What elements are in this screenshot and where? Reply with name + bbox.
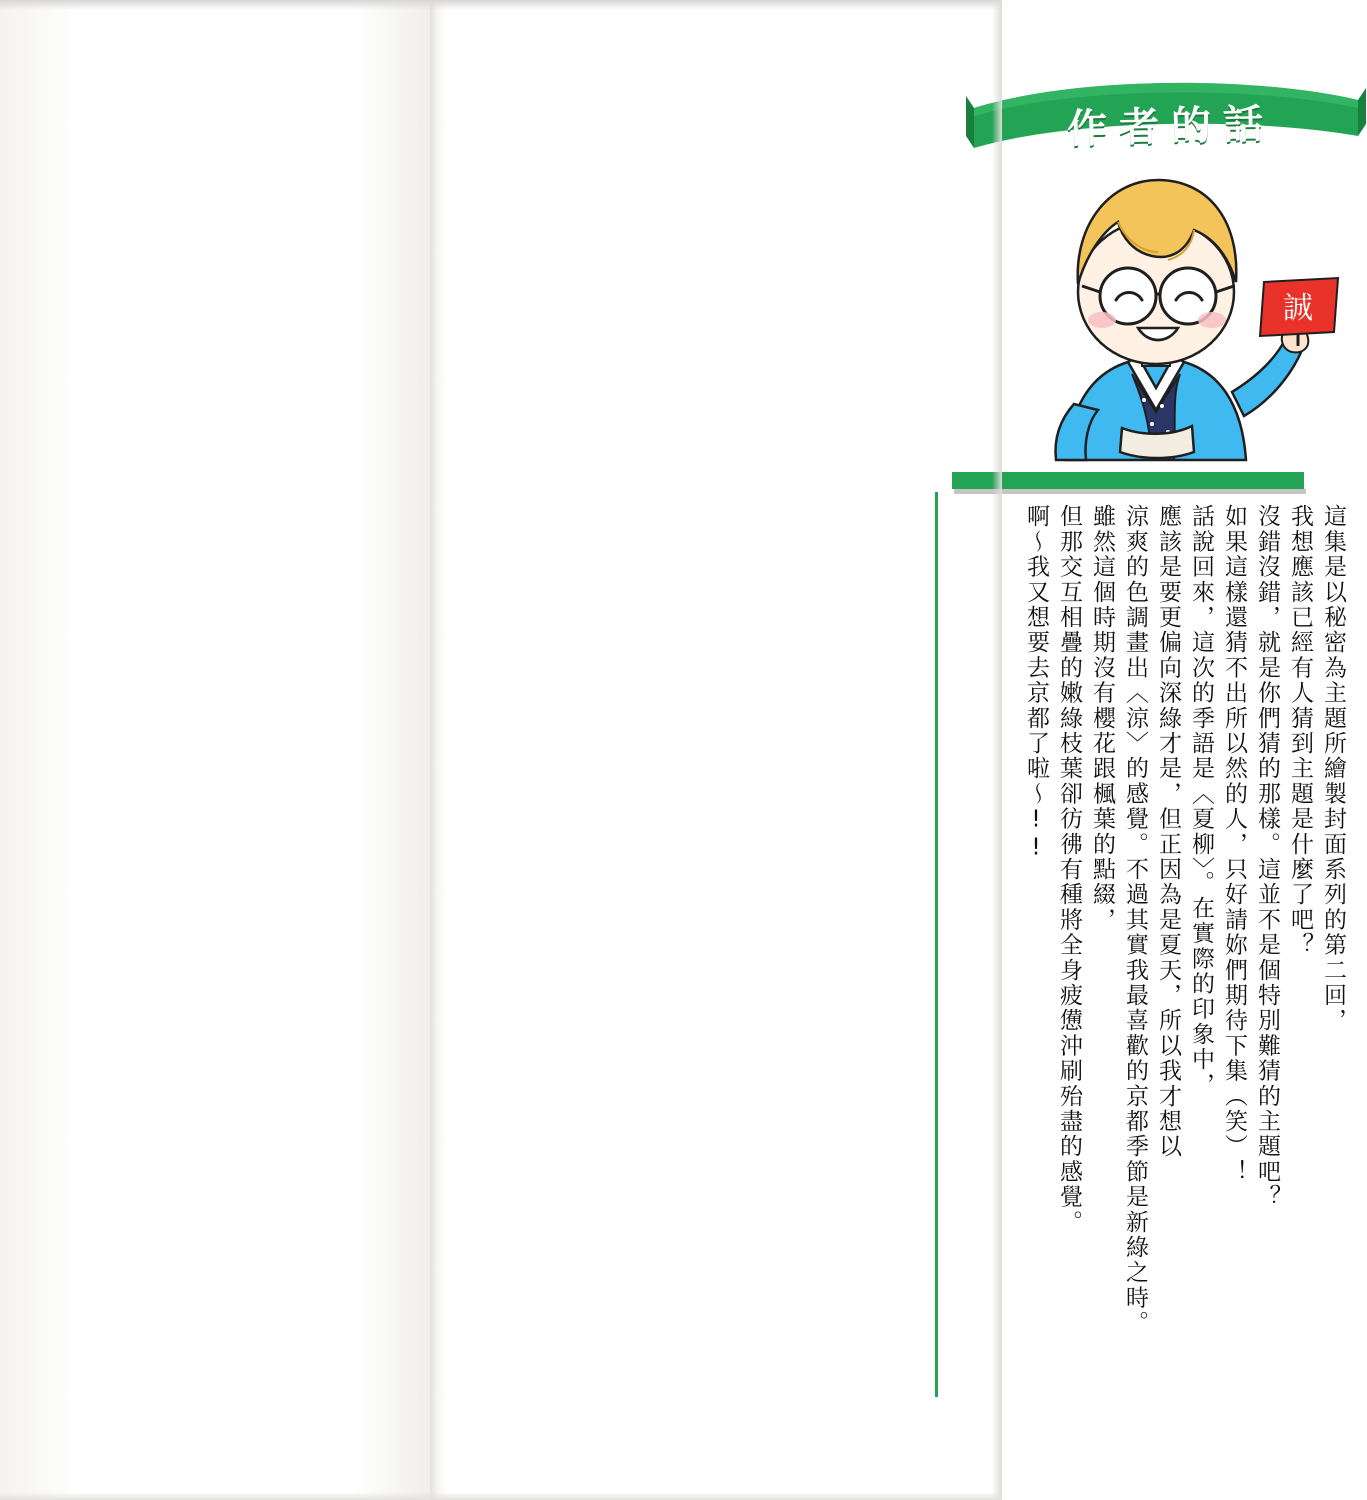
- green-divider-bar: [952, 472, 1304, 489]
- afterword-text-block: [944, 504, 1344, 1444]
- text-line: 但那交互相疊的嫩綠枝葉卻彷彿有種將全身疲憊沖刷殆盡的感覺。: [1056, 504, 1082, 1235]
- text-line: 我想應該已經有人猜到主題是什麼了吧？: [1287, 504, 1313, 958]
- text-line: 應該是要更偏向深綠才是，但正因為是夏天，所以我才想以: [1155, 504, 1181, 1160]
- page-edge-shadow-right: [992, 0, 1002, 1500]
- text-line: 雖然這個時期沒有櫻花跟楓葉的點綴，: [1089, 504, 1115, 933]
- text-line: 啊～我又想要去京都了啦～!!: [1023, 504, 1049, 863]
- text-line: 沒錯沒錯，就是你們猜的那樣。這並不是個特別難猜的主題吧？: [1254, 504, 1280, 1210]
- text-line: 涼爽的色調畫出〈涼〉的感覺。不過其實我最喜歡的京都季節是新綠之時。: [1122, 504, 1148, 1336]
- text-line: 如果這樣還猜不出所以然的人，只好請妳們期待下集（笑）！: [1221, 504, 1247, 1185]
- page-edge-shadow-top: [0, 0, 1002, 10]
- right-content-page: [446, 0, 1346, 1500]
- page-edge-shadow-bottom: [0, 1492, 1002, 1500]
- banner-headline: [966, 78, 1366, 168]
- book-gutter: [430, 0, 446, 1500]
- banner-title-text: 作者的話: [1066, 100, 1276, 153]
- left-blank-page: [0, 0, 432, 1500]
- text-line: 話說回來，這次的季語是〈夏柳〉。在實際的印象中，: [1188, 504, 1214, 1098]
- text-line: 這集是以秘密為主題所繪製封面系列的第二回，: [1320, 504, 1346, 1034]
- green-vertical-rule: [935, 492, 938, 1397]
- green-divider-shadow: [954, 489, 1306, 494]
- author-self-portrait: [946, 160, 1346, 500]
- svg-text:誠: 誠: [1283, 291, 1313, 326]
